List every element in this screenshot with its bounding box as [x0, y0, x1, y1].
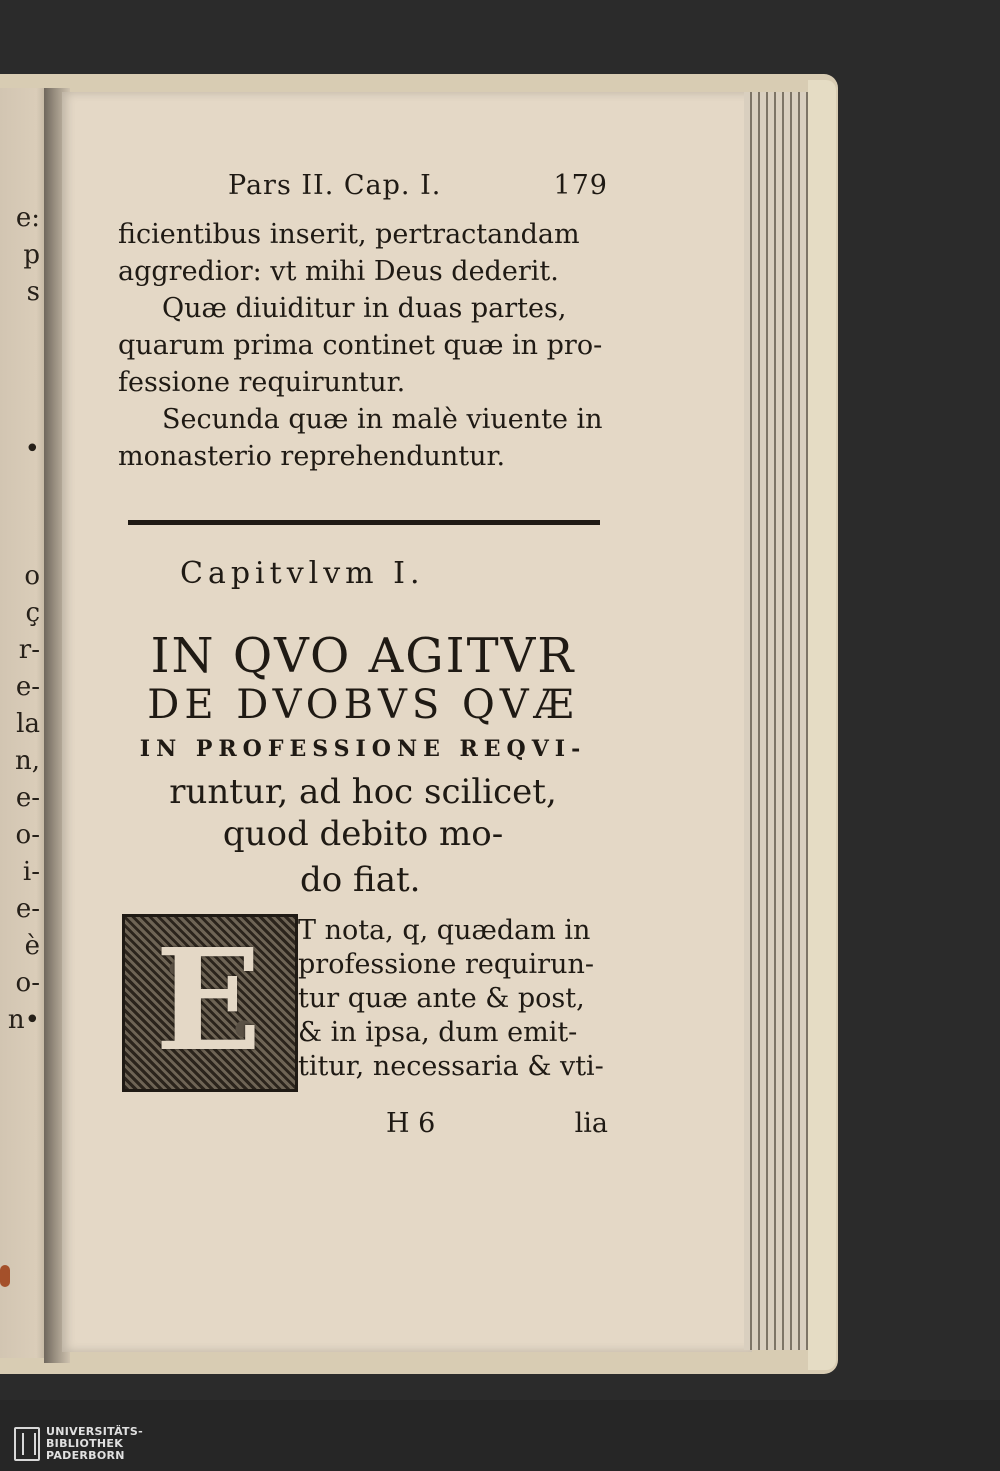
left-fragment: o-	[15, 968, 40, 998]
left-fragment: o	[24, 561, 40, 591]
body-paragraph	[298, 914, 610, 1084]
library-logo-text	[46, 1426, 143, 1462]
left-fragment: •	[24, 434, 40, 464]
text-line: ficientibus inserit, pertractandam	[118, 219, 580, 250]
left-fragment: è	[24, 931, 40, 961]
logo-line: UNIVERSITÄTS-	[46, 1425, 143, 1438]
library-logo-icon	[14, 1427, 40, 1461]
text-line: Quæ diuiditur in duas partes,	[162, 293, 567, 324]
opening-paragraph	[118, 216, 608, 475]
left-page-margin-fragments	[0, 200, 40, 1039]
cover-edge	[808, 80, 836, 1370]
chapter-title-line: runtur, ad hoc scilicet,	[169, 772, 557, 812]
running-head-title: Pars II. Cap. I.	[228, 170, 442, 201]
left-fragment: e-	[15, 672, 40, 702]
text-line: quarum prima continet quæ in pro-	[118, 330, 603, 361]
left-fragment: ç	[25, 598, 40, 628]
text-line: aggredior: vt mihi Deus dederit.	[118, 256, 559, 287]
text-line: & in ipsa, dum emit-	[298, 1017, 578, 1048]
page-edges	[744, 92, 812, 1350]
logo-line: BIBLIOTHEK	[46, 1437, 124, 1450]
left-fragment: e-	[15, 783, 40, 813]
catchword: lia	[574, 1108, 608, 1139]
chapter-title-line: do fiat.	[300, 860, 421, 900]
logo-line: PADERBORN	[46, 1449, 125, 1462]
chapter-title-line: IN QVO AGITVR	[150, 628, 576, 684]
chapter-title-line: IN PROFESSIONE REQVI-	[139, 736, 587, 762]
text-line: professione requirun-	[298, 949, 594, 980]
chapter-title-line: DE DVOBVS QVÆ	[147, 682, 579, 728]
left-fragment: o-	[15, 820, 40, 850]
text-line: Secunda quæ in malè viuente in	[162, 404, 603, 435]
paper-stain	[0, 1265, 10, 1287]
text-line: titur, necessaria & vti-	[298, 1051, 604, 1082]
chapter-title-line: quod debito mo-	[222, 814, 504, 854]
left-fragment: i-	[22, 857, 40, 887]
text-line: monasterio reprehenduntur.	[118, 441, 506, 472]
left-fragment: n,	[14, 746, 40, 776]
page-footer	[118, 1108, 608, 1144]
library-logo	[14, 1422, 174, 1466]
decorated-initial	[122, 914, 298, 1092]
initial-letter: E	[155, 919, 262, 1083]
left-fragment: e-	[15, 894, 40, 924]
left-fragment: r-	[18, 635, 40, 665]
text-line: T nota, q, quædam in	[298, 915, 591, 946]
section-rule	[128, 520, 600, 525]
chapter-label: Capitvlvm I.	[180, 556, 425, 591]
signature-mark: H 6	[386, 1108, 436, 1139]
text-line: fessione requiruntur.	[118, 367, 406, 398]
text-line: tur quæ ante & post,	[298, 983, 585, 1014]
left-fragment: e:	[15, 203, 40, 233]
left-fragment: la	[16, 709, 40, 739]
left-fragment: s	[26, 277, 40, 307]
page-number: 179	[553, 170, 608, 201]
left-fragment: n•	[7, 1005, 40, 1035]
running-head	[118, 170, 608, 206]
left-fragment: p	[23, 240, 40, 270]
